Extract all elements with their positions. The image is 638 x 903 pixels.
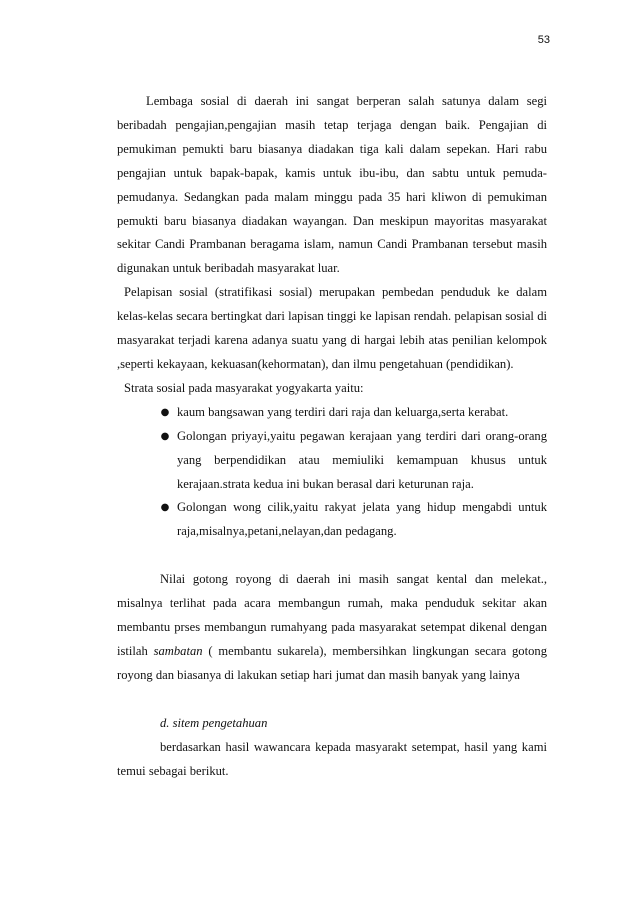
strata-list (117, 401, 547, 544)
paragraph-gotong-royong (117, 568, 547, 688)
section-heading: d. sitem pengetahuan (160, 715, 268, 730)
paragraph-pengetahuan: berdasarkan hasil wawancara kepada masyarakt setempat, hasil yang kami temui sebagai berikut. (117, 739, 547, 778)
list-item-text: kaum bangsawan yang terdiri dari raja dan keluarga,serta kerabat. (177, 404, 509, 419)
page-content (117, 90, 547, 783)
bullet-dot-icon: ● (160, 406, 170, 418)
bullet-dot-icon: ● (160, 430, 170, 442)
bullet-dot-icon: ● (160, 502, 170, 514)
spacer (117, 688, 547, 712)
list-item-text: Golongan wong cilik,yaitu rakyat jelata yang hidup mengabdi untuk raja,misalnya,petani,nelayan,dan pedagang. (177, 500, 547, 539)
list-item (160, 496, 547, 544)
term-sambatan: sambatan (153, 643, 203, 658)
list-item-text: Golongan priyayi,yaitu pegawan kerajaan yang terdiri dari orang-orang yang berpendidikan atau memiuliki kemampuan khusus untuk kerajaan.strata kedua ini bukan berasal dari keturunan raja. (177, 428, 547, 491)
paragraph-text-end: ( membantu sukarela), membersihkan lingkungan secara gotong royong dan biasanya di lakukan setiap hari jumat dan masih banyak yang lainya (117, 643, 547, 682)
list-item (160, 425, 547, 497)
paragraph-text-start: Nilai gotong royong di daerah ini masih sangat kental dan melekat., misalnya terlihat pada acara membangun rumah, maka penduduk sekitar akan membantu prses membangun rumahyang pada masyarakat setempat dikenal dengan istilah (117, 572, 547, 658)
list-item (160, 401, 547, 425)
paragraph-lembaga-sosial: Lembaga sosial di daerah ini sangat berperan salah satunya dalam segi beribadah pengajian,pengajian masih tetap terjaga dengan baik. Pengajian di pemukiman pemukti baru biasanya diadakan tiga kali dalam sepekan. Hari rabu pengajian untuk bapak-bapak, kamis untuk ibu-ibu, dan sabtu untuk pemuda-pemudanya. Sedangkan pada malam minggu pada 35 hari kliwon di pemukiman pemukti baru biasanya diadakan wayangan. Dan meskipun mayoritas masyarakat sekitar Candi Prambanan beragama islam, namun Candi Prambanan tersebut masih digunakan untuk beribadah masyarakat luar. (117, 94, 547, 276)
paragraph-strata-sosial: Strata sosial pada masyarakat yogyakarta yaitu: (124, 380, 364, 395)
spacer (117, 544, 547, 568)
paragraph-pelapisan-sosial: Pelapisan sosial (stratifikasi sosial) merupakan pembedan penduduk ke dalam kelas-kelas secara bertingkat dari lapisan tinggi ke lapisan rendah. pelapisan sosial di masyarakat terjadi karena adanya suatu yang di hargai lebih atas penilian kelompok ,seperti kekayaan, kekuasan(kehormatan), dan ilmu pengetahuan (pendidikan). (117, 285, 547, 371)
page-number: 53 (537, 34, 550, 46)
